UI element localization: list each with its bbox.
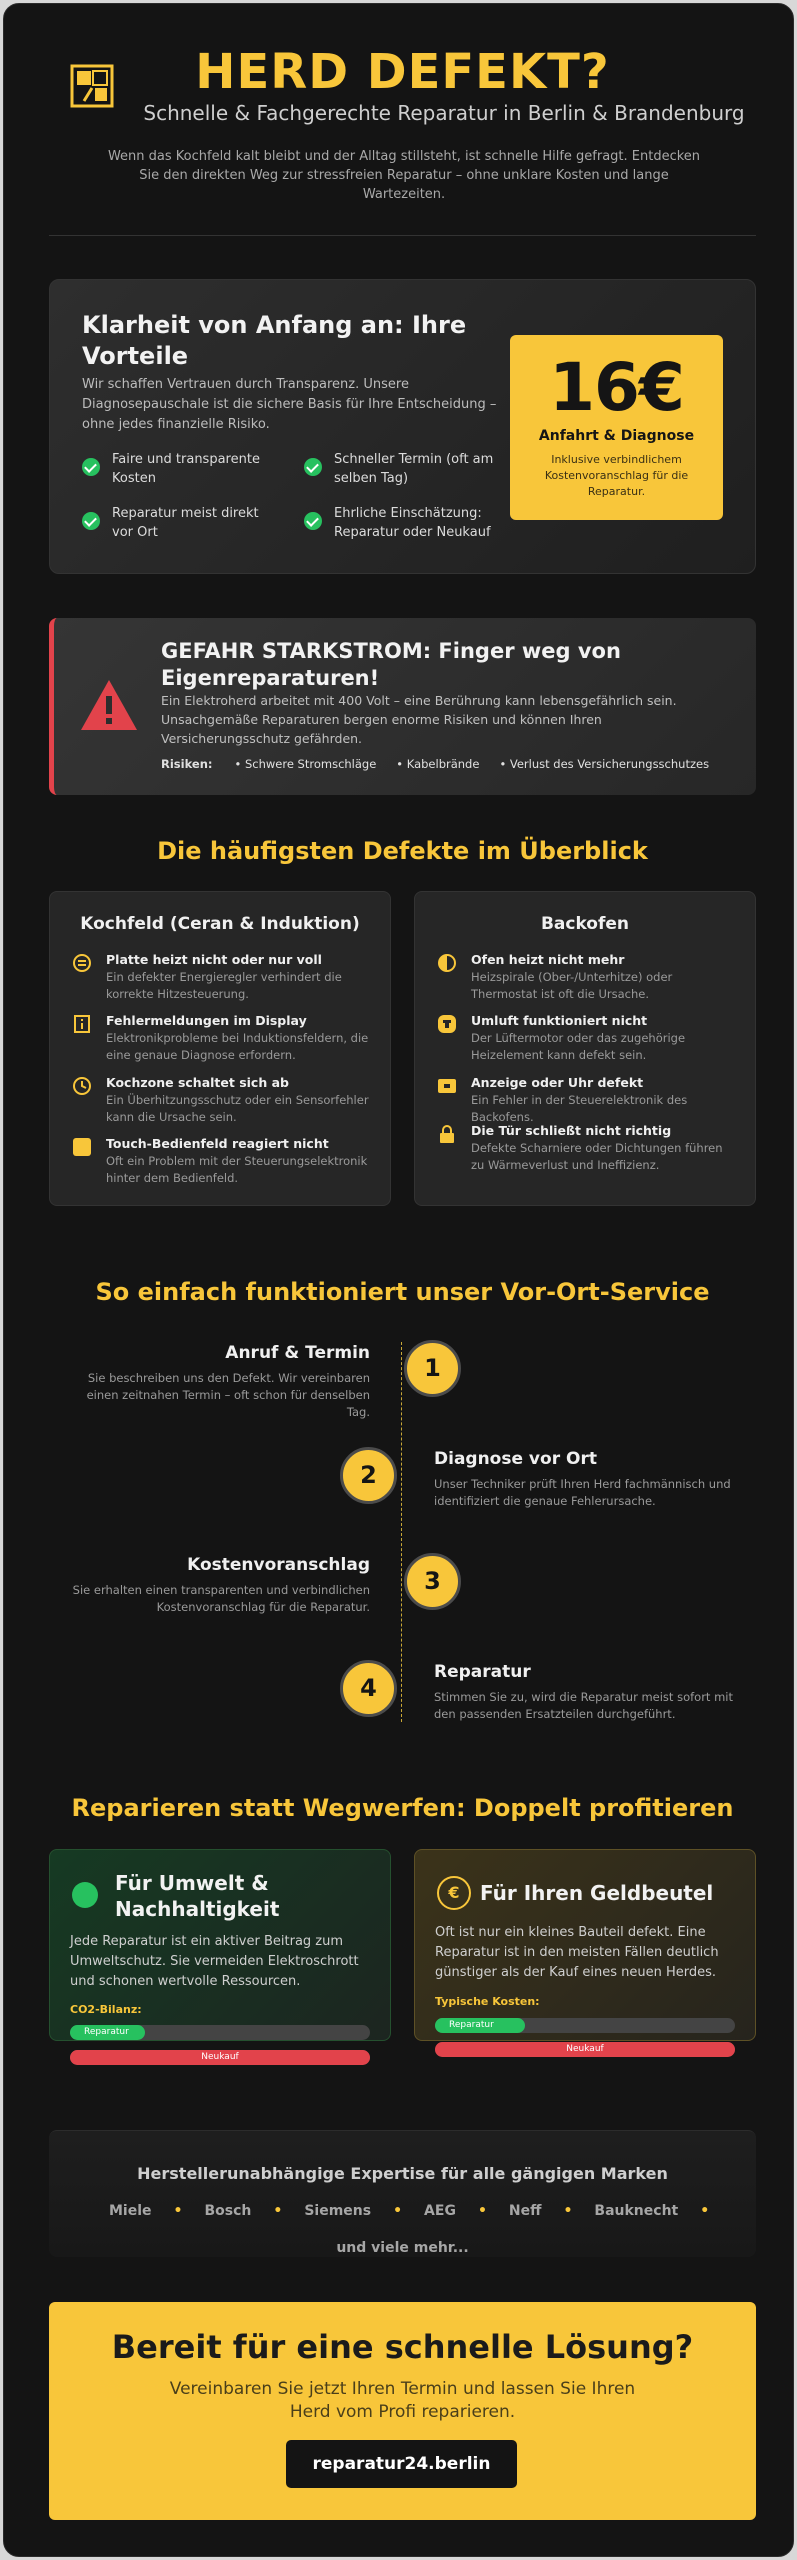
- clock-icon: [72, 1076, 92, 1126]
- risk-list: Risiken: • Schwere Stromschläge • Kabelbrände • Verlust des Versicherungsschutzes: [161, 757, 710, 771]
- feature-item: Faire und transparente Kosten: [82, 450, 282, 488]
- hotplate-icon: [72, 953, 92, 1003]
- intro-text: Wenn das Kochfeld kalt bleibt und der Alltag stillsteht, ist schnelle Hilfe gefragt. Entdecken Sie den direkten Weg zur stressfreien Reparatur – ohne unklare Kosten und lange Wartezeiten.: [107, 149, 701, 202]
- lock-icon: [437, 1124, 457, 1174]
- feature-item: Schneller Termin (oft am selben Tag): [304, 450, 504, 488]
- brands-heading: Herstellerunabhängige Expertise für alle gängigen Marken: [137, 2164, 668, 2183]
- brand-item: Siemens: [304, 2203, 372, 2219]
- separator-dot: •: [477, 2203, 487, 2219]
- process-step: Kostenvoranschlag Sie erhalten einen transparenten und verbindlichen Kostenvoranschlag für die Reparatur.: [72, 1555, 370, 1614]
- defect-card-cooktop: [49, 891, 391, 1206]
- defect-card-title: Kochfeld (Ceran & Induktion): [80, 914, 360, 934]
- benefit-text: Oft ist nur ein kleines Bauteil defekt. Eine Reparatur ist in den meisten Fällen deutlich günstiger als der Kauf eines neuen Herdes.: [435, 1925, 719, 1980]
- page-subtitle: Schnelle & Fachgerechte Reparatur in Berlin & Brandenburg: [143, 101, 745, 125]
- separator-dot: •: [173, 2203, 183, 2219]
- bar-track: [70, 2025, 370, 2040]
- check-icon: [82, 458, 100, 476]
- brand-item: Bauknecht: [594, 2203, 679, 2219]
- bar-repair: Reparatur: [435, 2018, 525, 2033]
- advantages-heading: Klarheit von Anfang an: Ihre Vorteile: [82, 311, 467, 370]
- risk-item: • Schwere Stromschläge: [234, 757, 377, 771]
- risk-item: • Verlust des Versicherungsschutzes: [499, 757, 710, 771]
- process-step: Diagnose vor Ort Unser Techniker prüft Ihren Herd fachmännisch und identifiziert die genaue Fehlerursache.: [434, 1449, 731, 1508]
- benefit-title: Für Umwelt & Nachhaltigkeit: [115, 1871, 280, 1921]
- warning-text: Ein Elektroherd arbeitet mit 400 Volt – eine Berührung kann lebensgefährlich sein. Unsachgemäße Reparaturen bergen enorme Risiken und können Ihren Versicherungsschutz gefährden.: [161, 693, 677, 746]
- leaf-icon: [72, 1882, 98, 1908]
- defect-item: Umluft funktioniert nicht Der Lüftermotor oder das zugehörige Heizelement kann defekt sein.: [437, 1013, 737, 1064]
- brand-list: [109, 2203, 731, 2219]
- price-note: Inklusive verbindlichem Kostenvoranschlag für die Reparatur.: [544, 453, 689, 498]
- page: [3, 3, 794, 2557]
- defect-card-oven: [414, 891, 756, 1206]
- price-value: 16€: [549, 349, 684, 426]
- bar-new: Neukauf: [435, 2042, 735, 2057]
- website-button[interactable]: reparatur24.berlin: [286, 2440, 517, 2488]
- separator-dot: •: [273, 2203, 283, 2219]
- cta-text: Vereinbaren Sie jetzt Ihren Termin und lassen Sie Ihren Herd vom Profi reparieren.: [169, 2379, 636, 2422]
- price-box: [510, 335, 723, 520]
- check-icon: [304, 512, 322, 530]
- feature-item: Reparatur meist direkt vor Ort: [82, 504, 282, 542]
- step-number: 4: [340, 1660, 397, 1717]
- advantages-card: [49, 279, 756, 574]
- benefit-card-wallet: [414, 1849, 756, 2054]
- risk-item: • Kabelbrände: [396, 757, 480, 771]
- defect-item: Ofen heizt nicht mehr Heizspirale (Ober-/Unterhitze) oder Thermostat ist oft die Ursache.: [437, 952, 737, 1003]
- bar-track: [435, 2018, 735, 2033]
- cta-heading: Bereit für eine schnelle Lösung?: [111, 2328, 694, 2366]
- step-number: 3: [404, 1553, 461, 1610]
- process-heading: So einfach funktioniert unser Vor-Ort-Service: [95, 1278, 710, 1306]
- advantages-text: Wir schaffen Vertrauen durch Transparenz. Unsere Diagnosepauschale ist die sichere Basis für Ihre Entscheidung – ohne jedes finanzielle Risiko.: [82, 377, 497, 432]
- fan-icon: [437, 1014, 457, 1064]
- defect-card-title: Backofen: [540, 914, 630, 934]
- defect-item: Platte heizt nicht oder nur voll Ein defekter Energieregler verhindert die korrekte Hitzesteuerung.: [72, 952, 372, 1003]
- money-icon: €: [437, 1876, 471, 1910]
- step-number: 1: [404, 1340, 461, 1397]
- process-step: Reparatur Stimmen Sie zu, wird die Reparatur meist sofort mit den passenden Ersatzteilen durchgeführt.: [434, 1662, 733, 1721]
- touch-icon: [72, 1137, 92, 1187]
- divider: [49, 235, 756, 236]
- defect-item: Fehlermeldungen im Display Elektronikprobleme bei Induktionsfeldern, die eine genaue Diagnose erfordern.: [72, 1013, 372, 1064]
- brands-more: und viele mehr...: [336, 2240, 469, 2256]
- danger-warning: [49, 618, 756, 795]
- check-icon: [82, 512, 100, 530]
- check-icon: [304, 458, 322, 476]
- brand-item: Neff: [508, 2203, 542, 2219]
- defect-item: Kochzone schaltet sich ab Ein Überhitzungsschutz oder ein Sensorfehler kann die Ursache sein.: [72, 1075, 372, 1126]
- benefit-text: Jede Reparatur ist ein aktiver Beitrag zum Umweltschutz. Sie vermeiden Elektroschrott und schonen wertvolle Ressourcen.: [70, 1934, 359, 1989]
- warning-heading: GEFAHR STARKSTROM: Finger weg von Eigenreparaturen!: [161, 639, 621, 690]
- bars-label: CO2-Bilanz:: [70, 2003, 142, 2016]
- defects-heading: Die häufigsten Defekte im Überblick: [157, 837, 648, 865]
- process-step: Anruf & Termin Sie beschreiben uns den Defekt. Wir vereinbaren einen zeitnahen Termin – oft schon für denselben Tag.: [86, 1343, 370, 1419]
- defect-item: Touch-Bedienfeld reagiert nicht Oft ein Problem mit der Steuerungselektronik hinter dem Bedienfeld.: [72, 1136, 372, 1187]
- separator-dot: •: [393, 2203, 403, 2219]
- bar-track: [70, 2050, 370, 2065]
- benefit-card-environment: [49, 1849, 391, 2062]
- feature-item: Ehrliche Einschätzung: Reparatur oder Neukauf: [304, 504, 504, 542]
- separator-dot: •: [563, 2203, 573, 2219]
- brand-item: Bosch: [204, 2203, 252, 2219]
- bar-new: Neukauf: [70, 2050, 370, 2065]
- separator-dot: •: [700, 2203, 710, 2219]
- timeline-line: [401, 1342, 402, 1722]
- heat-icon: [437, 953, 457, 1003]
- price-label: Anfahrt & Diagnose: [538, 428, 695, 444]
- defect-item: Anzeige oder Uhr defekt Ein Fehler in der Steuerelektronik des Backofens.: [437, 1075, 737, 1126]
- benefits-heading: Reparieren statt Wegwerfen: Doppelt profitieren: [71, 1794, 734, 1822]
- cta-section: [49, 2302, 756, 2520]
- info-icon: [72, 1014, 92, 1064]
- bar-repair: Reparatur: [70, 2025, 145, 2040]
- brands-section: [49, 2130, 756, 2257]
- warning-triangle-icon: [79, 678, 139, 732]
- step-number: 2: [340, 1447, 397, 1504]
- display-icon: [437, 1076, 457, 1126]
- defect-item: Die Tür schließt nicht richtig Defekte Scharniere oder Dichtungen führen zu Wärmeverlust und Ineffizienz.: [437, 1123, 737, 1174]
- bar-track: [435, 2042, 735, 2057]
- page-title: HERD DEFEKT?: [195, 44, 610, 100]
- brand-item: AEG: [424, 2203, 456, 2219]
- benefit-title: Für Ihren Geldbeutel: [480, 1881, 714, 1905]
- bars-label: Typische Kosten:: [435, 1995, 540, 2008]
- brand-item: Miele: [109, 2203, 152, 2219]
